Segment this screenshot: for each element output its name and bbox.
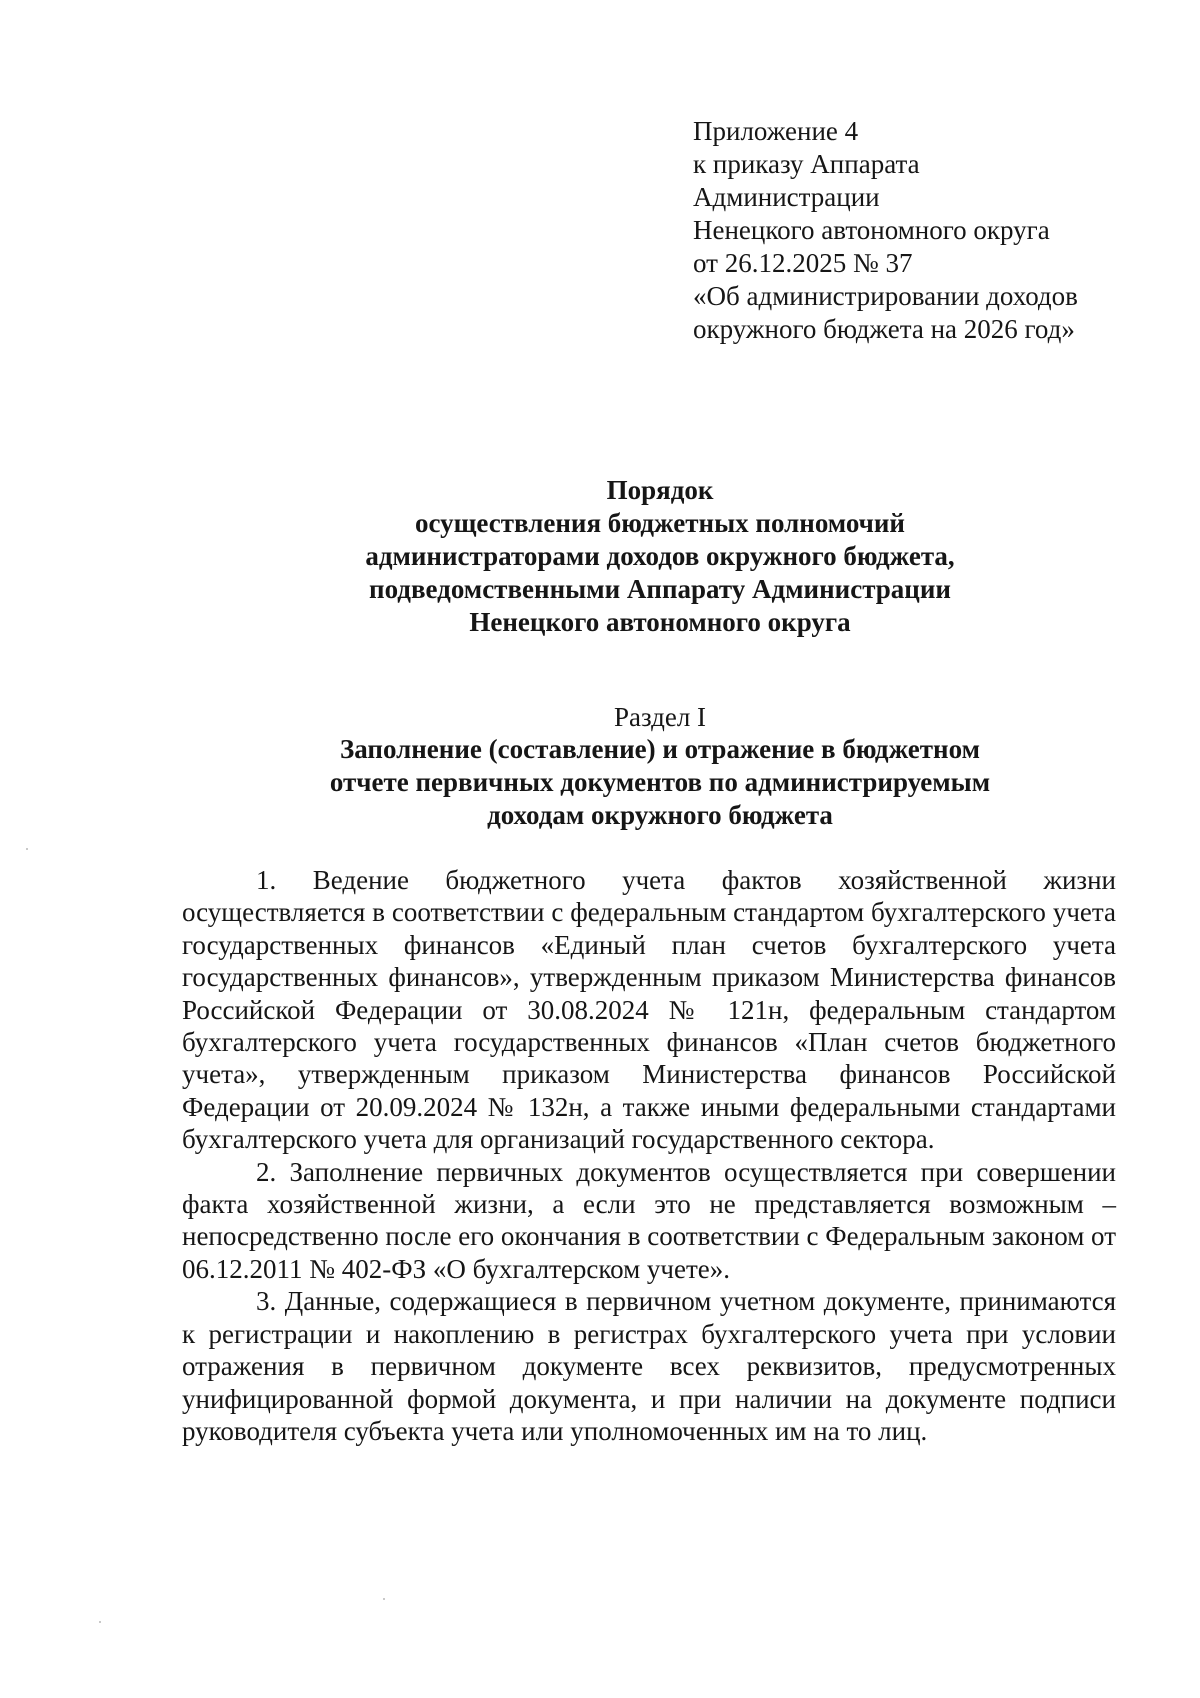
section-title-line: Заполнение (составление) и отражение в бюджетном [340,734,980,764]
appendix-line: к приказу Аппарата [693,149,920,179]
appendix-line: Ненецкого автономного округа [693,215,1050,245]
section-number: Раздел I [613,702,707,732]
scan-speck [26,848,28,850]
section-title-line: доходам окружного бюджета [487,800,833,830]
appendix-line: окружного бюджета на 2026 год» [693,314,1075,344]
scan-speck [383,1598,385,1600]
title-line: подведомственными Аппарату Администрации [369,574,951,604]
title-line: Порядок [606,475,714,505]
paragraph-3: 3. Данные, содержащиеся в первичном учетном документе, принимаются к регистрации и накоплению в регистрах бухгалтерского учета при условии отражения в первичном документе всех реквизитов, предусмотренных унифицированной формой документа, и при наличии на документе подписи руководителя субъекта учета или уполномоченных им на то лиц. [182,1286,1116,1446]
appendix-reference-block [693,115,1163,346]
title-line: Ненецкого автономного округа [469,607,851,637]
appendix-line: Администрации [693,182,880,212]
appendix-line: «Об администрировании доходов [693,281,1078,311]
paragraph-1: 1. Ведение бюджетного учета фактов хозяйственной жизни осуществляется в соответствии с федеральным стандартом бухгалтерского учета государственных финансов «Единый план счетов бухгалтерского учета государственных финансов», утвержденным приказом Министерства финансов Российской Федерации от 30.08.2024 № 121н, федеральным стандартом бухгалтерского учета государственных финансов «План счетов бюджетного учета», утвержденным приказом Министерства финансов Российской Федерации от 20.09.2024 № 132н, а также иными федеральными стандартами бухгалтерского учета для организаций государственного сектора. [182,865,1116,1155]
title-line: осуществления бюджетных полномочий [415,508,905,538]
section-title [180,733,1140,832]
title-line: администраторами доходов окружного бюджета, [365,541,955,571]
paragraph-2: 2. Заполнение первичных документов осуществляется при совершении факта хозяйственной жизни, а если это не представляется возможным – непосредственно после его окончания в соответствии с Федеральным законом от 06.12.2011 № 402-ФЗ «О бухгалтерском учете». [182,1156,1116,1284]
appendix-line: Приложение 4 [693,116,859,146]
section-title-line: отчете первичных документов по администрируемым [329,767,991,797]
body-text [182,864,1116,1447]
scan-speck [99,1621,101,1623]
document-title [180,474,1140,639]
appendix-line: от 26.12.2025 № 37 [693,248,913,278]
